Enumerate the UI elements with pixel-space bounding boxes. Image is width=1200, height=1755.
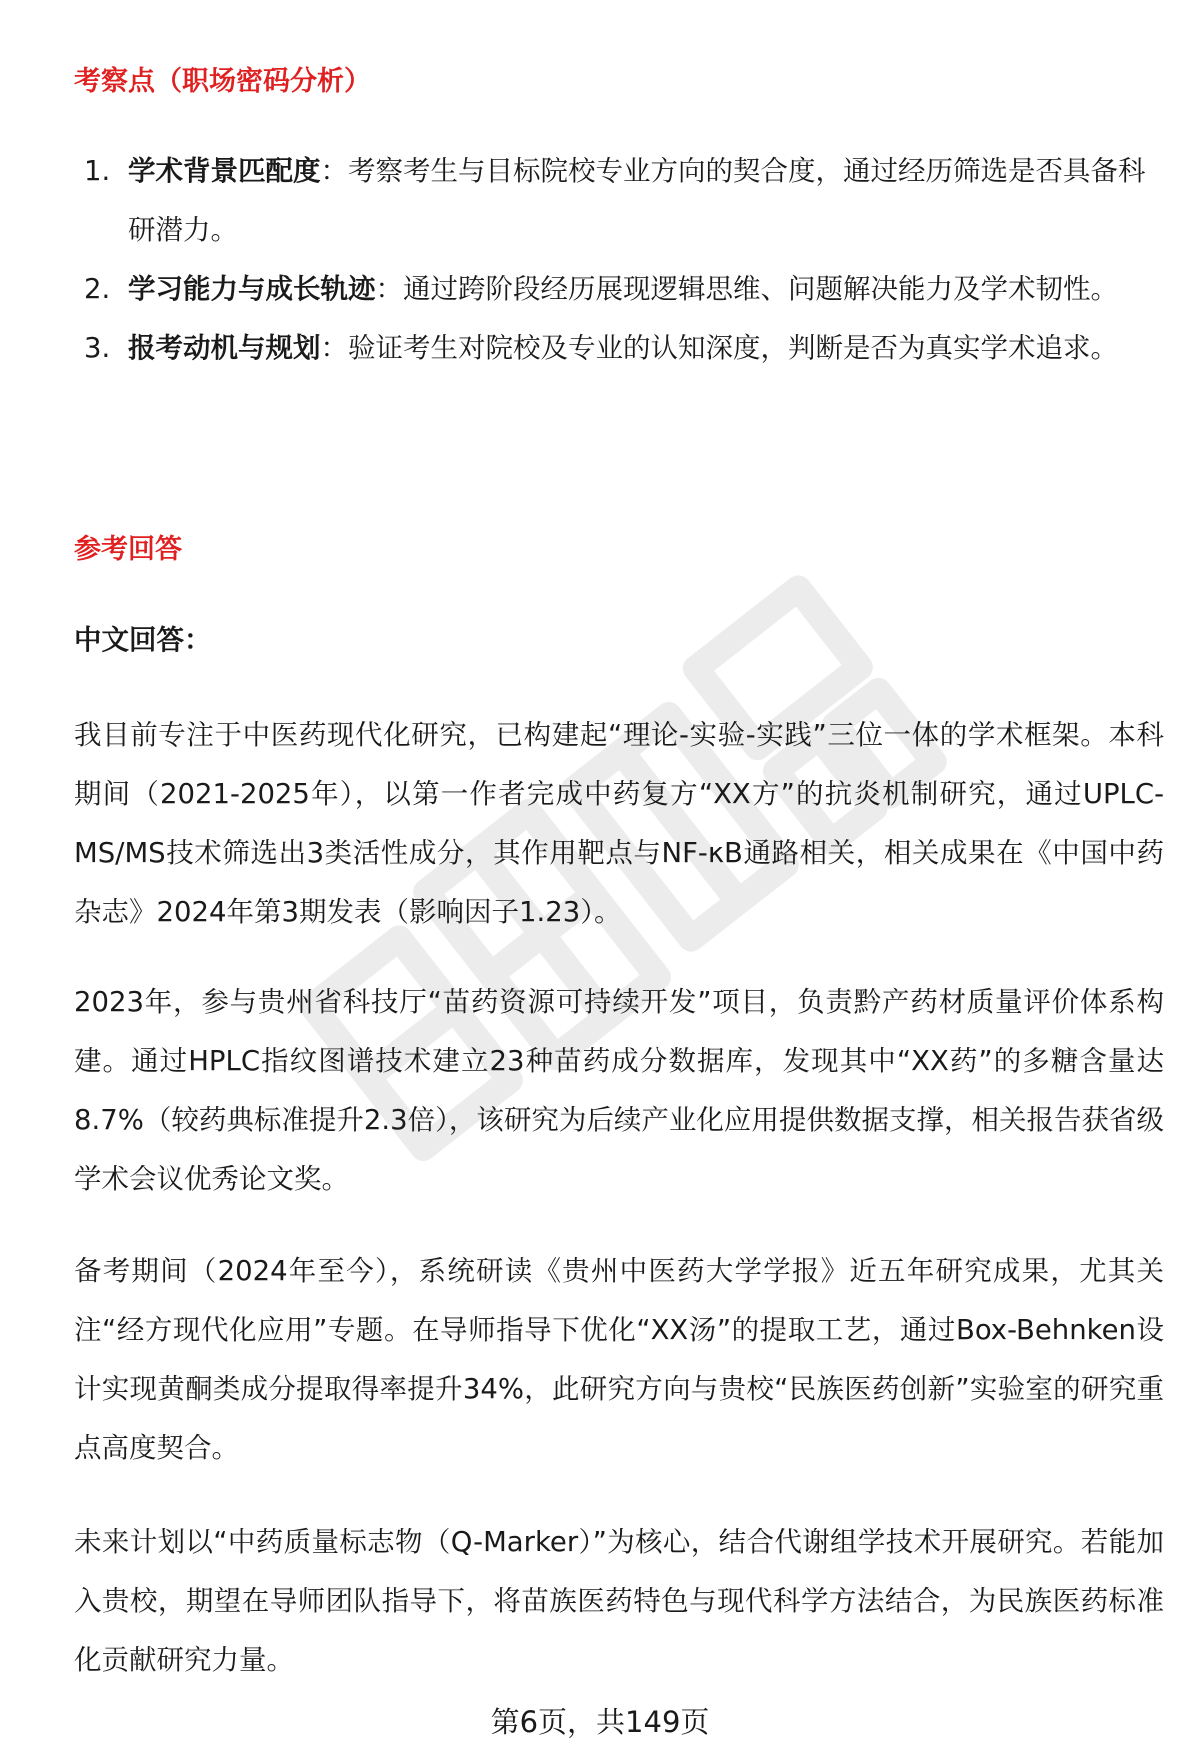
section-title-assessment-points: 考察点（职场密码分析） xyxy=(74,66,371,97)
list-item-term: 报考动机与规划 xyxy=(128,332,321,364)
list-item-text: ：考察考生与目标院校专业方向的契合度，通过经历筛选是否具备科研潜力。 xyxy=(128,155,1146,246)
list-item-text: ：验证考生对院校及专业的认知深度，判断是否为真实学术追求。 xyxy=(320,332,1118,364)
answer-paragraph: 未来计划以“中药质量标志物（Q-Marker）”为核心，结合代谢组学技术开展研究。若能加入贵校，期望在导师团队指导下，将苗族医药特色与现代科学方法结合，为民族医药标准化贡献研究力量。 xyxy=(74,1526,1164,1676)
subtitle-chinese-answer: 中文回答： xyxy=(74,624,212,656)
list-item-number: 3. xyxy=(84,332,111,364)
list-item-number: 2. xyxy=(84,273,111,305)
list-item-text: ：通过跨阶段经历展现逻辑思维、问题解决能力及学术韧性。 xyxy=(375,273,1118,305)
list-item xyxy=(74,260,1154,319)
page-number: 第6页，共149页 xyxy=(490,1705,710,1739)
list-item-term: 学习能力与成长轨迹 xyxy=(128,273,376,305)
list-item xyxy=(74,319,1154,378)
answer-paragraph: 我目前专注于中医药现代化研究，已构建起“理论-实验-实践”三位一体的学术框架。本科期间（2021-2025年），以第一作者完成中药复方“XX方”的抗炎机制研究，通过UPLC-MS/MS技术筛选出3类活性成分，其作用靶点与NF-κB通路相关，相关成果在《中国中药杂志》2024年第3期发表（影响因子1.23）。 xyxy=(74,719,1164,928)
list-item-term: 学术背景匹配度 xyxy=(128,155,321,187)
answer-paragraph: 2023年，参与贵州省科技厅“苗药资源可持续开发”项目，负责黔产药材质量评价体系构建。通过HPLC指纹图谱技术建立23种苗药成分数据库，发现其中“XX药”的多糖含量达8.7%（较药典标准提升2.3倍），该研究为后续产业化应用提供数据支撑，相关报告获省级学术会议优秀论文奖。 xyxy=(74,986,1164,1195)
list-item-number: 1. xyxy=(84,155,111,187)
section-title-reference-answer: 参考回答 xyxy=(74,534,182,565)
list-item xyxy=(74,142,1154,260)
answer-paragraph: 备考期间（2024年至今），系统研读《贵州中医药大学学报》近五年研究成果，尤其关注“经方现代化应用”专题。在导师指导下优化“XX汤”的提取工艺，通过Box-Behnken设计实现黄酮类成分提取得率提升34%，此研究方向与贵校“民族医药创新”实验室的研究重点高度契合。 xyxy=(74,1255,1164,1464)
assessment-list xyxy=(74,142,1154,378)
